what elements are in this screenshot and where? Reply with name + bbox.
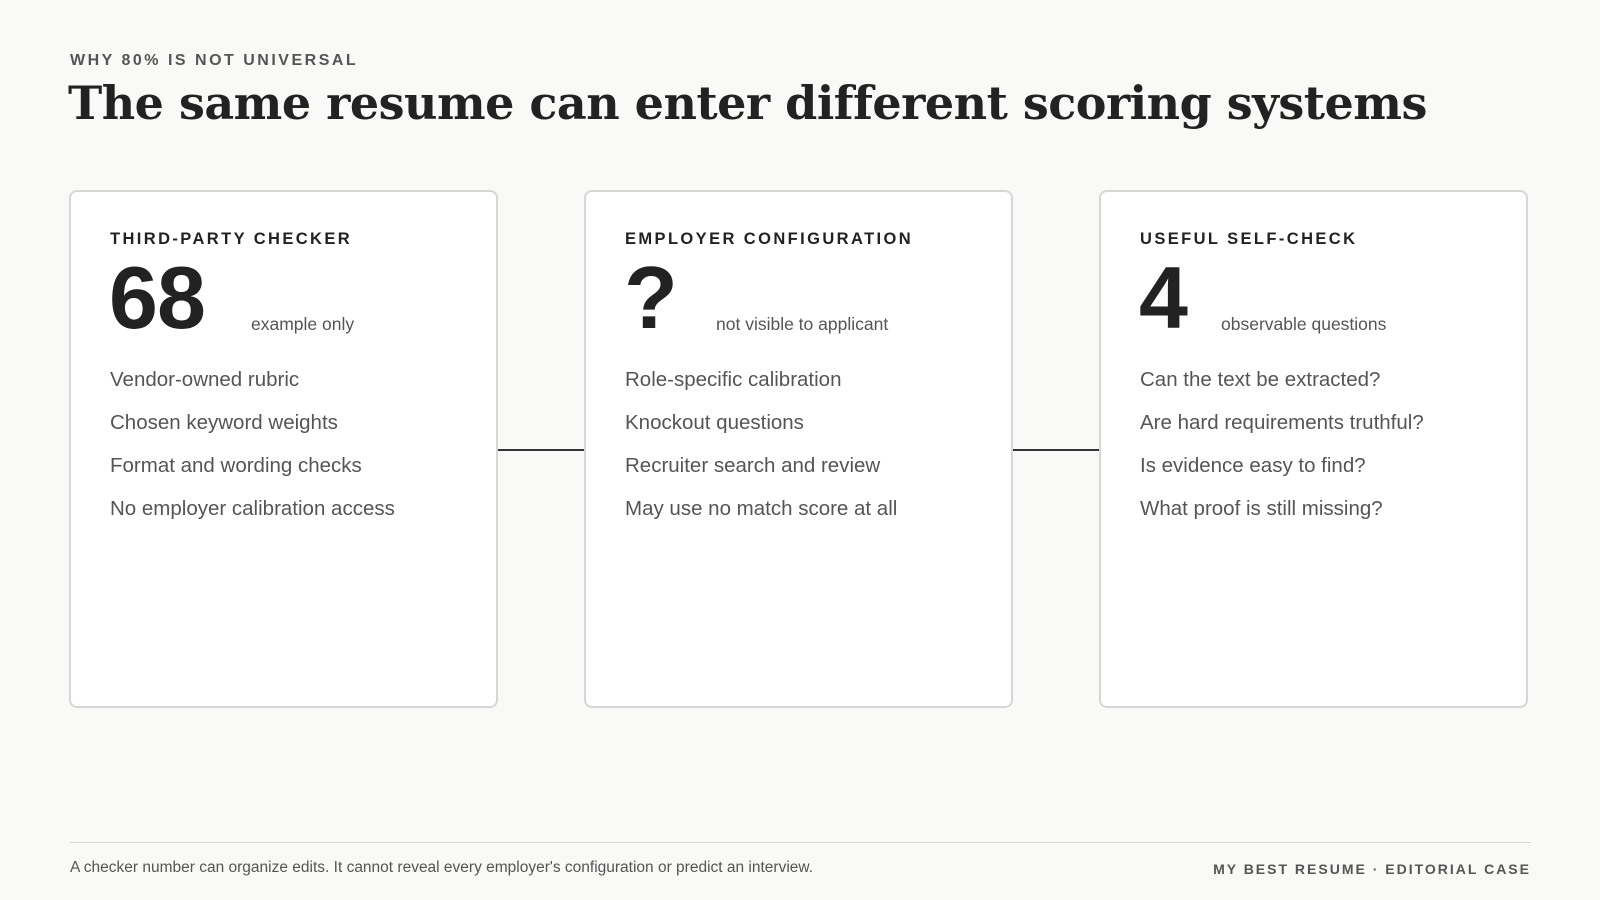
card-note: not visible to applicant xyxy=(716,314,889,334)
list-item: Chosen keyword weights xyxy=(110,411,338,434)
footer-brand: MY BEST RESUME · EDITORIAL CASE xyxy=(1213,861,1531,877)
card-note: example only xyxy=(251,314,355,334)
connector-line xyxy=(1013,449,1099,451)
eyebrow: WHY 80% IS NOT UNIVERSAL xyxy=(70,52,359,69)
footer-note: A checker number can organize edits. It cannot reveal every employer's configuration or predict an interview. xyxy=(70,859,814,876)
footer-divider xyxy=(70,842,1531,843)
card-useful-self-check xyxy=(1099,190,1528,708)
card-note: observable questions xyxy=(1221,314,1387,334)
list-item: No employer calibration access xyxy=(110,497,395,520)
list-item: Recruiter search and review xyxy=(625,454,881,477)
card-third-party-checker xyxy=(69,190,498,708)
list-item: What proof is still missing? xyxy=(1140,497,1383,520)
card-label: EMPLOYER CONFIGURATION xyxy=(625,230,914,248)
list-item: Are hard requirements truthful? xyxy=(1140,411,1424,434)
list-item: Format and wording checks xyxy=(110,454,362,477)
card-employer-configuration xyxy=(584,190,1013,708)
card-score: 68 xyxy=(109,248,205,347)
list-item: Can the text be extracted? xyxy=(1140,368,1381,391)
list-item: Vendor-owned rubric xyxy=(110,368,300,391)
list-item: Role-specific calibration xyxy=(625,368,842,391)
connector-line xyxy=(498,449,584,451)
card-score: 4 xyxy=(1139,248,1187,347)
list-item: Is evidence easy to find? xyxy=(1140,454,1366,477)
card-list xyxy=(110,367,395,539)
card-list xyxy=(1140,367,1424,539)
card-label: THIRD-PARTY CHECKER xyxy=(110,230,353,248)
card-score: ? xyxy=(624,248,677,347)
list-item: Knockout questions xyxy=(625,411,804,434)
page-title: The same resume can enter different scoring systems xyxy=(68,76,1427,130)
card-list xyxy=(625,367,897,539)
list-item: May use no match score at all xyxy=(625,497,898,520)
card-label: USEFUL SELF-CHECK xyxy=(1140,230,1358,248)
